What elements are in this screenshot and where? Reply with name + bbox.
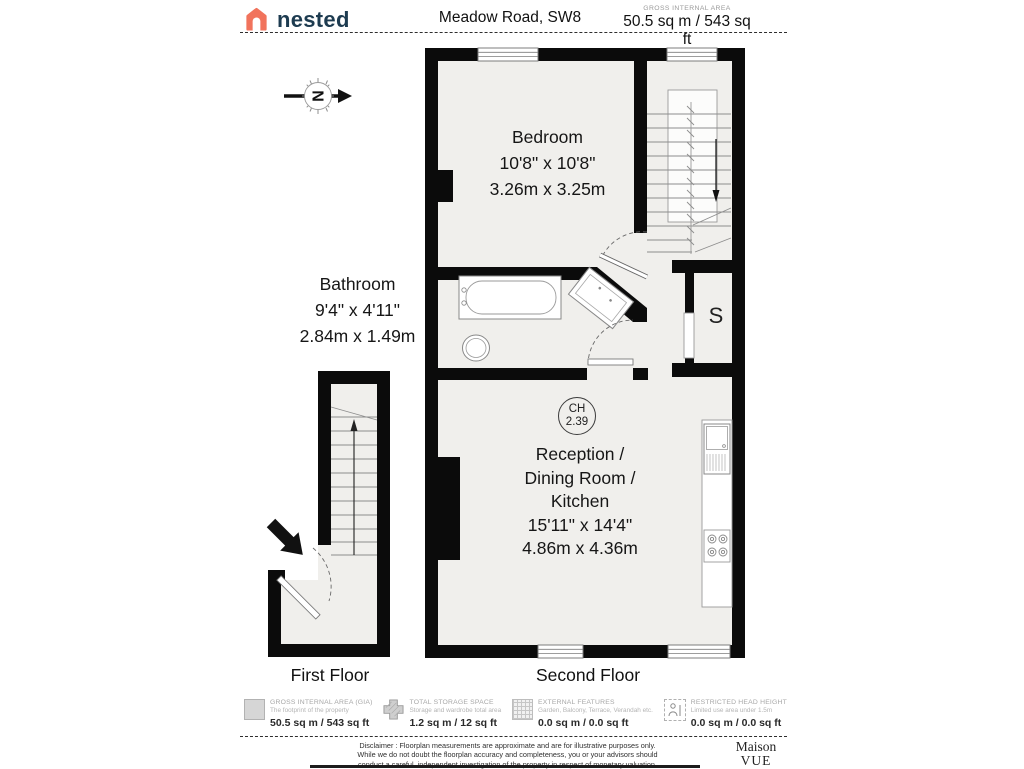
first-floor-caption: First Floor bbox=[290, 665, 370, 685]
person-icon bbox=[664, 699, 686, 721]
kitchen-sink bbox=[704, 424, 730, 474]
room-dims-metric: 4.86m x 4.36m bbox=[522, 538, 638, 558]
disclaimer-line: While we do not doubt the floorplan accuracy and completeness, you or your advisors should bbox=[357, 750, 658, 760]
room-dims-metric: 2.84m x 1.49m bbox=[299, 326, 416, 346]
room-dims-imperial: 10'8" x 10'8" bbox=[499, 153, 596, 173]
disclaimer-line: Disclaimer : Floorplan measurements are approximate and are for illustrative purposes only. bbox=[359, 741, 656, 750]
filled-square-icon bbox=[244, 699, 265, 720]
storage-blocks-icon bbox=[383, 699, 404, 729]
storage-door bbox=[684, 313, 694, 358]
legend-title: EXTERNAL FEATURES bbox=[538, 699, 615, 706]
legend-subtitle: The footprint of the property bbox=[270, 707, 349, 714]
legend-subtitle: Storage and wardrobe total area bbox=[409, 707, 502, 714]
room-name: Bedroom bbox=[511, 127, 583, 147]
ch-label: CH bbox=[568, 403, 586, 415]
legend-value: 0.0 sq m / 0.0 sq ft bbox=[690, 717, 782, 729]
toilet bbox=[463, 335, 490, 361]
area-legend bbox=[244, 699, 787, 729]
bedroom-label bbox=[440, 124, 655, 202]
reception-label bbox=[470, 443, 690, 561]
legend-title: GROSS INTERNAL AREA (GIA) bbox=[270, 699, 373, 706]
legend-item-restricted bbox=[664, 699, 787, 729]
window bbox=[478, 48, 538, 61]
gia-header-label: GROSS INTERNAL AREA bbox=[643, 5, 731, 12]
storage-label: S bbox=[708, 303, 724, 328]
maison-vue-logo bbox=[718, 740, 794, 768]
bathtub bbox=[459, 276, 561, 319]
room-dims-imperial: 9'4" x 4'11" bbox=[315, 300, 400, 320]
room-dims-metric: 3.26m x 3.25m bbox=[489, 179, 606, 199]
maison-vue-line: VUE bbox=[740, 753, 772, 768]
window bbox=[668, 645, 730, 658]
legend-title: RESTRICTED HEAD HEIGHT bbox=[690, 699, 787, 706]
second-floor-caption: Second Floor bbox=[535, 665, 641, 685]
hob-icon bbox=[704, 530, 730, 562]
first-floor-plan bbox=[255, 365, 400, 665]
maison-vue-line: Maison bbox=[735, 739, 777, 754]
entrance-arrow-icon bbox=[262, 514, 312, 564]
room-dims-imperial: 15'11" x 14'4" bbox=[527, 514, 633, 535]
brand-name: nested bbox=[277, 7, 350, 32]
legend-title: TOTAL STORAGE SPACE bbox=[409, 699, 494, 706]
window bbox=[667, 48, 717, 61]
room-name: Kitchen bbox=[550, 491, 610, 511]
legend-value: 1.2 sq m / 12 sq ft bbox=[409, 717, 498, 729]
nested-house-icon bbox=[243, 5, 270, 32]
room-name: Dining Room / bbox=[524, 467, 636, 488]
grid-icon bbox=[512, 699, 533, 720]
room-name: Reception / bbox=[535, 444, 625, 464]
gia-header-value: 50.5 sq m / 543 sq ft bbox=[623, 13, 751, 48]
page-title-address: Meadow Road, SW8 bbox=[438, 9, 582, 26]
legend-item-storage bbox=[383, 699, 501, 729]
window bbox=[538, 645, 583, 658]
ch-value: 2.39 bbox=[565, 416, 589, 428]
ceiling-height-badge bbox=[558, 397, 596, 435]
compass-north-letter: N bbox=[308, 90, 326, 102]
legend-value: 50.5 sq m / 543 sq ft bbox=[270, 717, 370, 729]
legend-subtitle: Limited use area under 1.5m bbox=[690, 707, 773, 714]
room-name: Bathroom bbox=[319, 274, 396, 294]
header-divider bbox=[240, 32, 787, 33]
legend-subtitle: Garden, Balcony, Terrace, Verandah etc. bbox=[538, 707, 653, 714]
compass-north-arrow bbox=[280, 76, 358, 116]
legend-item-external bbox=[512, 699, 653, 729]
footer-divider bbox=[240, 736, 787, 737]
bathroom-label bbox=[270, 271, 445, 349]
legend-value: 0.0 sq m / 0.0 sq ft bbox=[538, 717, 629, 729]
legend-item-gia bbox=[244, 699, 373, 729]
